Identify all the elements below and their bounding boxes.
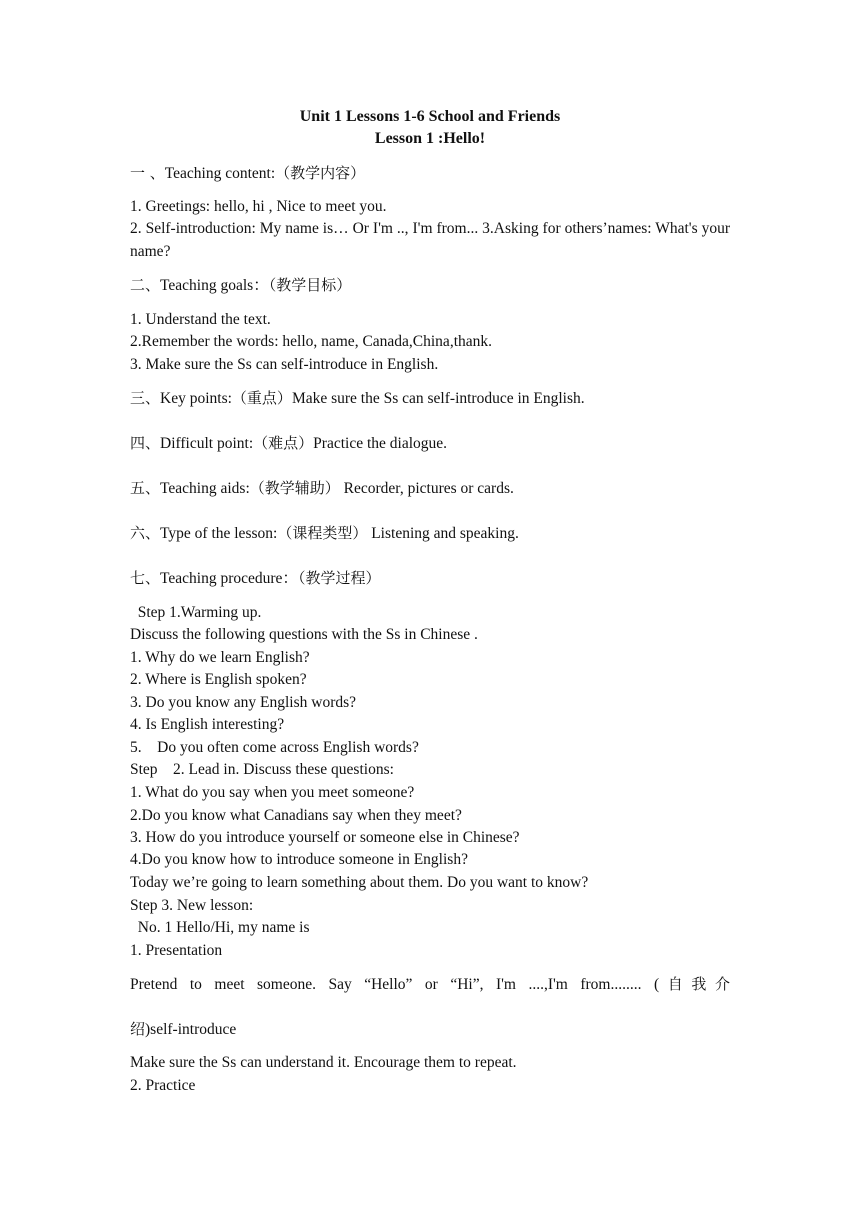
section-number: 五、 bbox=[130, 479, 161, 497]
document-title: Unit 1 Lessons 1-6 School and Friends bbox=[299, 108, 561, 125]
section-teaching-procedure bbox=[130, 568, 730, 589]
procedure-line: 5. Do you often come across English words? bbox=[130, 739, 419, 756]
presentation-text bbox=[130, 974, 730, 995]
practice-heading: 2. Practice bbox=[130, 1077, 196, 1094]
procedure-line: 1. Why do we learn English? bbox=[130, 649, 310, 666]
section-label-cjk: （教学过程） bbox=[297, 569, 381, 587]
procedure-line: Today we’re going to learn something about them. Do you want to know? bbox=[130, 874, 589, 891]
goal-item: 1. Understand the text. bbox=[130, 311, 271, 328]
section-teaching-content bbox=[130, 163, 730, 184]
section-number: 二、 bbox=[130, 276, 161, 294]
section-text: Recorder, pictures or cards. bbox=[339, 480, 514, 497]
section-label: Teaching procedure： bbox=[160, 570, 298, 587]
procedure-line: 1. Presentation bbox=[130, 942, 223, 959]
section-number: 一 、 bbox=[130, 164, 165, 182]
section-text: Listening and speaking. bbox=[367, 525, 519, 542]
section-difficult-point bbox=[130, 433, 730, 454]
procedure-line: Step 3. New lesson: bbox=[130, 897, 254, 914]
instruction-line: Make sure the Ss can understand it. Encourage them to repeat. bbox=[130, 1054, 517, 1071]
procedure-line: 2. Where is English spoken? bbox=[130, 671, 307, 688]
section-text: Make sure the Ss can self-introduce in English. bbox=[291, 390, 585, 407]
procedure-line: 4.Do you know how to introduce someone in English? bbox=[130, 851, 468, 868]
section-number: 七、 bbox=[130, 569, 161, 587]
procedure-line: Step 1.Warming up. bbox=[130, 604, 262, 621]
section-label: Difficult point: bbox=[160, 435, 254, 452]
section-teaching-aids bbox=[130, 478, 730, 499]
presentation-english: )self-introduce bbox=[145, 1021, 237, 1038]
procedure-line: 3. How do you introduce yourself or someone else in Chinese? bbox=[130, 829, 520, 846]
procedure-line: 4. Is English interesting? bbox=[130, 716, 285, 733]
section-label-cjk: （重点） bbox=[231, 389, 292, 407]
content-item: 2. Self-introduction: My name is… Or I'm .., I'm from... 3.Asking for others’names: What's your name? bbox=[130, 220, 730, 260]
section-label: Teaching aids: bbox=[160, 480, 250, 497]
presentation-cjk: 自我介 bbox=[659, 975, 730, 993]
goal-item: 3. Make sure the Ss can self-introduce in English. bbox=[130, 356, 439, 373]
section-label: Key points: bbox=[160, 390, 232, 407]
section-number: 三、 bbox=[130, 389, 161, 407]
section-label: Teaching goals： bbox=[160, 277, 269, 294]
procedure-line: No. 1 Hello/Hi, my name is bbox=[130, 919, 310, 936]
goal-item: 2.Remember the words: hello, name, Canada,China,thank. bbox=[130, 333, 493, 350]
presentation-english: Pretend to meet someone. Say “Hello” or “Hi”, I'm ....,I'm from........ ( bbox=[130, 976, 660, 993]
section-teaching-goals bbox=[130, 275, 730, 296]
section-key-points bbox=[130, 388, 730, 409]
presentation-continuation bbox=[130, 1019, 730, 1040]
procedure-line: 2.Do you know what Canadians say when they meet? bbox=[130, 807, 462, 824]
section-text: Practice the dialogue. bbox=[313, 435, 448, 452]
section-lesson-type bbox=[130, 523, 730, 544]
presentation-cjk: 绍 bbox=[130, 1020, 146, 1038]
content-item: 1. Greetings: hello, hi , Nice to meet you. bbox=[130, 198, 387, 215]
section-number: 六、 bbox=[130, 524, 161, 542]
lesson-title: Lesson 1 :Hello! bbox=[374, 130, 486, 147]
section-label-cjk: （教学目标） bbox=[268, 276, 352, 294]
section-label-cjk: （课程类型） bbox=[277, 524, 368, 542]
section-label-cjk: （难点） bbox=[253, 434, 314, 452]
procedure-line: 3. Do you know any English words? bbox=[130, 694, 357, 711]
procedure-line: Step 2. Lead in. Discuss these questions: bbox=[130, 761, 394, 778]
section-label-cjk: （教学辅助） bbox=[249, 479, 340, 497]
section-label-cjk: （教学内容） bbox=[275, 164, 366, 182]
section-label: Type of the lesson: bbox=[160, 525, 278, 542]
section-number: 四、 bbox=[130, 434, 161, 452]
section-label: Teaching content: bbox=[164, 165, 276, 182]
procedure-line: Discuss the following questions with the Ss in Chinese . bbox=[130, 626, 478, 643]
procedure-line: 1. What do you say when you meet someone? bbox=[130, 784, 415, 801]
